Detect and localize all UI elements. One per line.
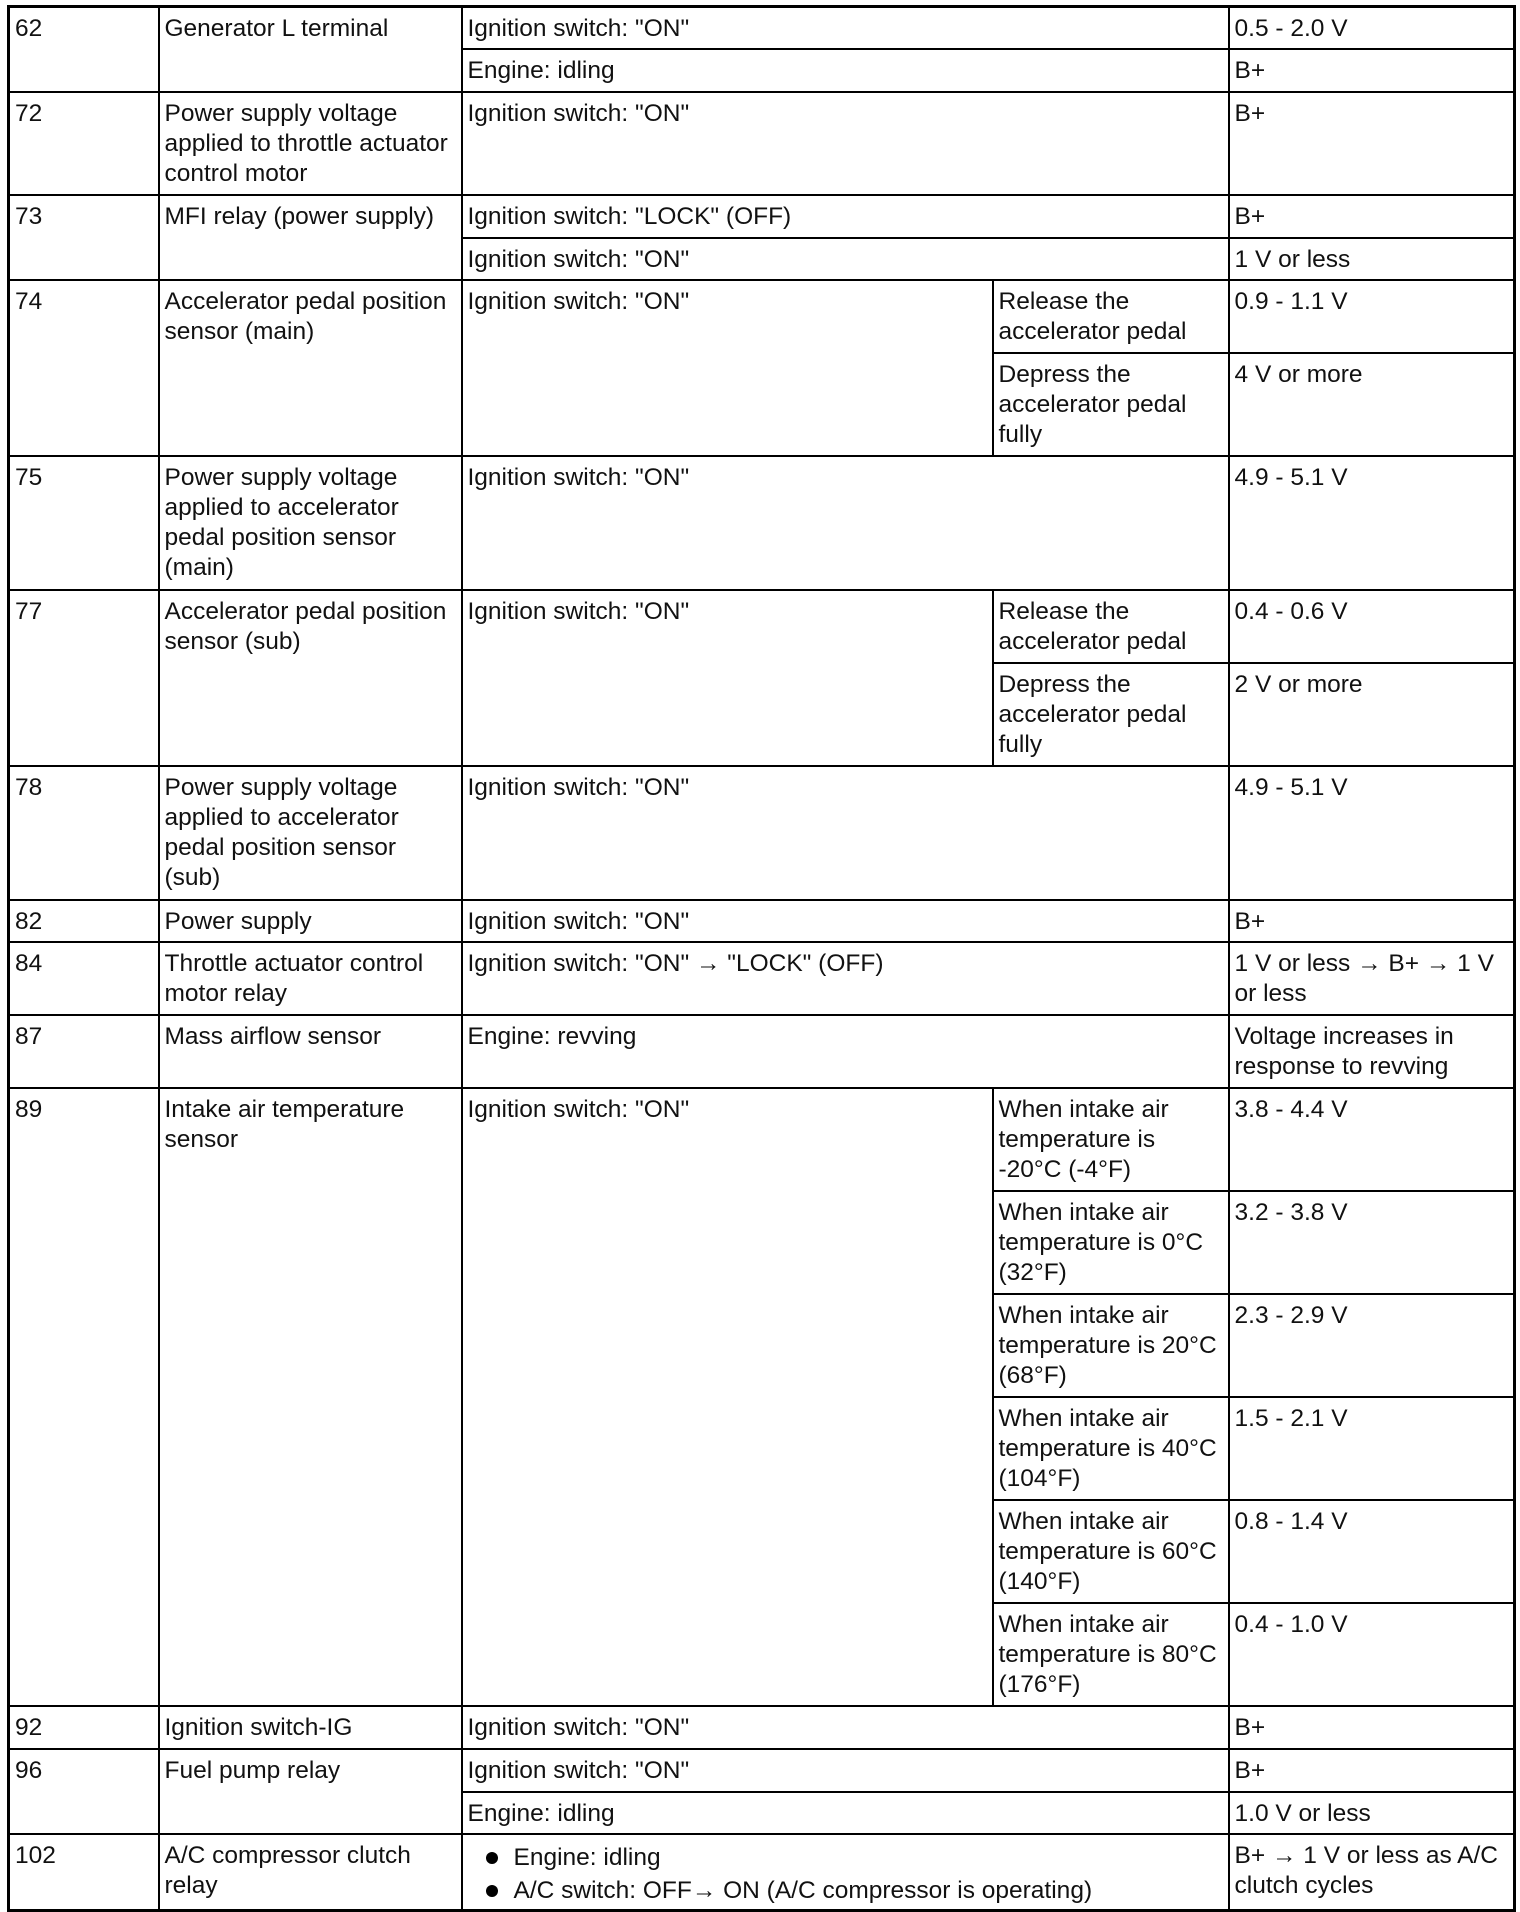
- normal-condition: B+: [1229, 900, 1515, 942]
- check-condition: Engine: idling: [462, 1792, 1229, 1834]
- table-row: [9, 7, 1515, 49]
- table-row: [9, 1749, 1515, 1792]
- normal-condition: 1.5 - 2.1 V: [1229, 1397, 1515, 1500]
- terminal-voltage-table: [7, 5, 1516, 1912]
- condition-bullet-item: A/C switch: OFF→ ON (A/C compressor is operating): [482, 1874, 1223, 1907]
- condition-bullet-item: Engine: idling: [482, 1841, 1223, 1874]
- terminal-number: 75: [9, 456, 159, 590]
- check-item: MFI relay (power supply): [159, 195, 462, 280]
- check-item: Intake air temperature sensor: [159, 1088, 462, 1706]
- normal-condition: B+: [1229, 49, 1515, 92]
- check-item: Fuel pump relay: [159, 1749, 462, 1834]
- sub-condition: Release the accelerator pedal: [993, 280, 1229, 353]
- normal-condition: 4.9 - 5.1 V: [1229, 456, 1515, 590]
- terminal-number: 102: [9, 1834, 159, 1911]
- normal-condition: 3.8 - 4.4 V: [1229, 1088, 1515, 1191]
- table-row: [9, 900, 1515, 942]
- sub-condition: When intake air temperature is -20°C (-4°F): [993, 1088, 1229, 1191]
- normal-condition: 1 V or less: [1229, 238, 1515, 280]
- normal-condition: B+: [1229, 92, 1515, 195]
- normal-condition: B+: [1229, 1749, 1515, 1792]
- check-condition: Engine: idling: [462, 49, 1229, 92]
- normal-condition: 0.4 - 1.0 V: [1229, 1603, 1515, 1706]
- check-condition: Ignition switch: "ON": [462, 7, 1229, 49]
- table-row: [9, 1088, 1515, 1191]
- normal-condition: 1.0 V or less: [1229, 1792, 1515, 1834]
- sub-condition: Depress the accelerator pedal fully: [993, 663, 1229, 766]
- check-item: Generator L terminal: [159, 7, 462, 92]
- sub-condition: When intake air temperature is 40°C (104°F): [993, 1397, 1229, 1500]
- check-item: A/C compressor clutch relay: [159, 1834, 462, 1911]
- table-row: [9, 456, 1515, 590]
- table-row: [9, 942, 1515, 1015]
- check-condition: Ignition switch: "ON": [462, 1749, 1229, 1792]
- terminal-number: 74: [9, 280, 159, 456]
- check-item: Accelerator pedal position sensor (main): [159, 280, 462, 456]
- normal-condition: 0.9 - 1.1 V: [1229, 280, 1515, 353]
- sub-condition: When intake air temperature is 60°C (140°F): [993, 1500, 1229, 1603]
- check-condition: Ignition switch: "ON": [462, 92, 1229, 195]
- terminal-number: 89: [9, 1088, 159, 1706]
- normal-condition: 4.9 - 5.1 V: [1229, 766, 1515, 900]
- terminal-number: 84: [9, 942, 159, 1015]
- check-condition: Ignition switch: "ON": [462, 280, 993, 456]
- normal-condition: 3.2 - 3.8 V: [1229, 1191, 1515, 1294]
- check-item: Accelerator pedal position sensor (sub): [159, 590, 462, 766]
- sub-condition: When intake air temperature is 80°C (176°F): [993, 1603, 1229, 1706]
- table-row: [9, 766, 1515, 900]
- normal-condition: 1 V or less → B+ → 1 V or less: [1229, 942, 1515, 1015]
- sub-condition: When intake air temperature is 20°C (68°F): [993, 1294, 1229, 1397]
- check-condition: Ignition switch: "ON": [462, 238, 1229, 280]
- terminal-number: 96: [9, 1749, 159, 1834]
- table-row: [9, 1834, 1515, 1911]
- terminal-number: 62: [9, 7, 159, 92]
- normal-condition: B+ → 1 V or less as A/C clutch cycles: [1229, 1834, 1515, 1911]
- sub-condition: Release the accelerator pedal: [993, 590, 1229, 663]
- check-condition: Ignition switch: "ON": [462, 590, 993, 766]
- terminal-number: 92: [9, 1706, 159, 1749]
- check-item: Power supply voltage applied to accelerator pedal position sensor (sub): [159, 766, 462, 900]
- check-item: Throttle actuator control motor relay: [159, 942, 462, 1015]
- normal-condition: 0.4 - 0.6 V: [1229, 590, 1515, 663]
- normal-condition: Voltage increases in response to revving: [1229, 1015, 1515, 1088]
- check-condition: Ignition switch: "ON" → "LOCK" (OFF): [462, 942, 1229, 1015]
- table-row: [9, 590, 1515, 663]
- normal-condition: B+: [1229, 195, 1515, 238]
- check-condition: Ignition switch: "ON": [462, 456, 1229, 590]
- condition-bullet-list: [468, 1841, 1223, 1907]
- table-row: [9, 1706, 1515, 1749]
- normal-condition: 2 V or more: [1229, 663, 1515, 766]
- check-item: Power supply: [159, 900, 462, 942]
- check-item: Ignition switch-IG: [159, 1706, 462, 1749]
- sub-condition: Depress the accelerator pedal fully: [993, 353, 1229, 456]
- check-condition: Ignition switch: "ON": [462, 766, 1229, 900]
- normal-condition: 2.3 - 2.9 V: [1229, 1294, 1515, 1397]
- terminal-number: 73: [9, 195, 159, 280]
- normal-condition: 0.8 - 1.4 V: [1229, 1500, 1515, 1603]
- table-row: [9, 92, 1515, 195]
- check-item: Power supply voltage applied to throttle actuator control motor: [159, 92, 462, 195]
- check-item: Power supply voltage applied to accelerator pedal position sensor (main): [159, 456, 462, 590]
- terminal-number: 82: [9, 900, 159, 942]
- table-row: [9, 1015, 1515, 1088]
- terminal-number: 87: [9, 1015, 159, 1088]
- check-item: Mass airflow sensor: [159, 1015, 462, 1088]
- check-condition: Ignition switch: "ON": [462, 900, 1229, 942]
- check-condition: Ignition switch: "ON": [462, 1088, 993, 1706]
- check-condition: [462, 1834, 1229, 1911]
- check-condition: Ignition switch: "LOCK" (OFF): [462, 195, 1229, 238]
- sub-condition: When intake air temperature is 0°C (32°F): [993, 1191, 1229, 1294]
- terminal-number: 78: [9, 766, 159, 900]
- normal-condition: 4 V or more: [1229, 353, 1515, 456]
- check-condition: Ignition switch: "ON": [462, 1706, 1229, 1749]
- normal-condition: B+: [1229, 1706, 1515, 1749]
- table-row: [9, 195, 1515, 238]
- check-condition: Engine: revving: [462, 1015, 1229, 1088]
- terminal-number: 77: [9, 590, 159, 766]
- normal-condition: 0.5 - 2.0 V: [1229, 7, 1515, 49]
- terminal-number: 72: [9, 92, 159, 195]
- table-row: [9, 280, 1515, 353]
